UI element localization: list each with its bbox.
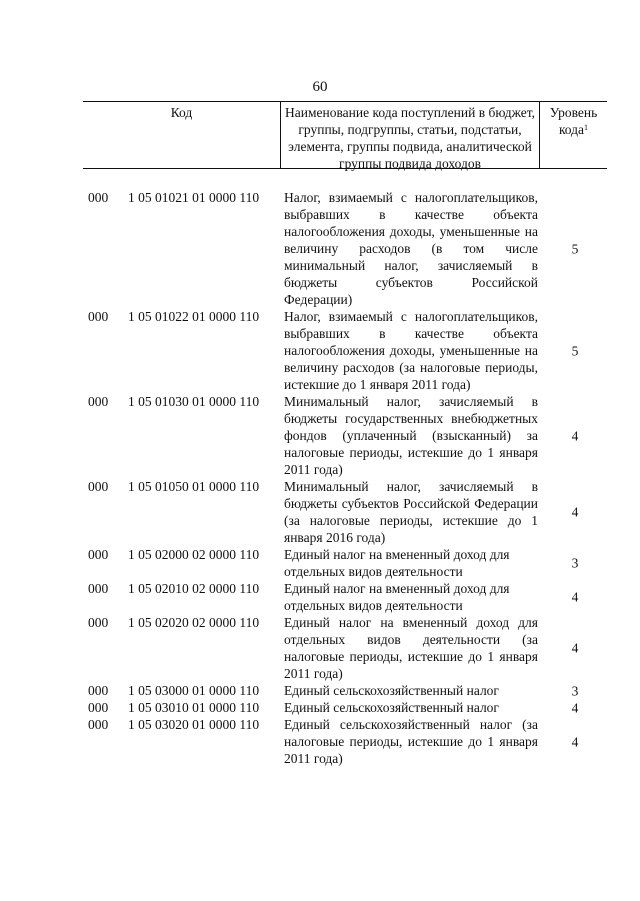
row-name: Единый налог на вмененный доход для отдельных видов деятельности (284, 547, 510, 579)
header-level-label: Уровень кода (549, 105, 598, 137)
header-code: Код (170, 105, 193, 120)
row-level: 4 (571, 734, 579, 749)
row-name: Единый налог на вмененный доход для отдельных видов деятельности (284, 581, 510, 613)
row-name: Единый сельскохозяйственный налог (284, 700, 499, 715)
header-level-footnote: 1 (584, 123, 589, 132)
row-level: 4 (571, 504, 579, 520)
row-income-code: 1 05 02010 02 0000 110 (128, 581, 260, 596)
table-row (0, 580, 640, 614)
table-row (0, 393, 640, 478)
row-level: 4 (571, 700, 579, 715)
table-row (0, 546, 640, 580)
row-income-code: 1 05 01030 01 0000 110 (128, 394, 260, 409)
row-income-code: 1 05 03020 01 0000 110 (128, 717, 260, 732)
row-admin-code: 000 (88, 547, 109, 562)
header-level (540, 102, 607, 168)
row-name: Минимальный налог, зачисляемый в бюджеты государственных внебюджетных фондов (уплаченный (взысканный) за налоговые периоды, истекшие до 1 января 2011 года) (284, 394, 538, 477)
row-name: Единый сельскохозяйственный налог (284, 683, 499, 698)
row-income-code: 1 05 01021 01 0000 110 (128, 190, 260, 205)
page-number: 60 (312, 79, 328, 95)
row-level: 4 (571, 428, 579, 443)
row-level: 3 (571, 683, 579, 698)
row-admin-code: 000 (88, 309, 109, 324)
row-admin-code: 000 (88, 717, 109, 732)
row-income-code: 1 05 02000 02 0000 110 (128, 547, 260, 562)
table-row (0, 189, 640, 308)
table-row (0, 682, 640, 699)
row-income-code: 1 05 01022 01 0000 110 (128, 309, 260, 324)
row-name: Минимальный налог, зачисляемый в бюджеты субъектов Российской Федерации (за налоговые периоды, истекшие до 1 января 2016 года) (284, 479, 538, 545)
row-income-code: 1 05 03000 01 0000 110 (128, 683, 260, 698)
row-admin-code: 000 (88, 479, 109, 494)
table-row (0, 614, 640, 682)
row-name: Единый налог на вмененный доход для отдельных видов деятельности (за налоговые периоды, истекшие до 1 января 2011 года) (284, 615, 538, 681)
row-name: Единый сельскохозяйственный налог (за налоговые периоды, истекшие до 1 января 2011 года) (284, 717, 538, 766)
table-row (0, 716, 640, 767)
row-income-code: 1 05 01050 01 0000 110 (128, 479, 260, 494)
row-level: 4 (571, 589, 579, 605)
row-admin-code: 000 (88, 700, 109, 715)
row-level: 5 (571, 241, 579, 256)
row-admin-code: 000 (88, 394, 109, 409)
row-level: 4 (571, 640, 579, 656)
table-row (0, 699, 640, 716)
row-admin-code: 000 (88, 615, 109, 630)
row-name: Налог, взимаемый с налогоплательщиков, выбравших в качестве объекта налогообложения доходы, уменьшенные на величину расходов (за налоговые периоды, истекшие до 1 января 2011 года) (284, 309, 538, 392)
row-admin-code: 000 (88, 683, 109, 698)
row-level: 3 (571, 555, 579, 571)
row-name: Налог, взимаемый с налогоплательщиков, выбравших в качестве объекта налогообложения доходы, уменьшенные на величину расходов (в том числе минимальный налог, зачисляемый в бюджеты субъектов Российской Федерации) (284, 190, 538, 307)
table-row (0, 308, 640, 393)
row-admin-code: 000 (88, 581, 109, 596)
row-income-code: 1 05 03010 01 0000 110 (128, 700, 260, 715)
table-body (0, 189, 640, 767)
table-row (0, 478, 640, 546)
table-header (83, 101, 607, 169)
header-name: Наименование кода поступлений в бюджет, группы, подгруппы, статьи, подстатьи, элемента, группы подвида, аналитической группы подвида доходов (280, 102, 540, 168)
row-income-code: 1 05 02020 02 0000 110 (128, 615, 260, 630)
row-admin-code: 000 (88, 190, 109, 205)
row-level: 5 (571, 343, 579, 358)
